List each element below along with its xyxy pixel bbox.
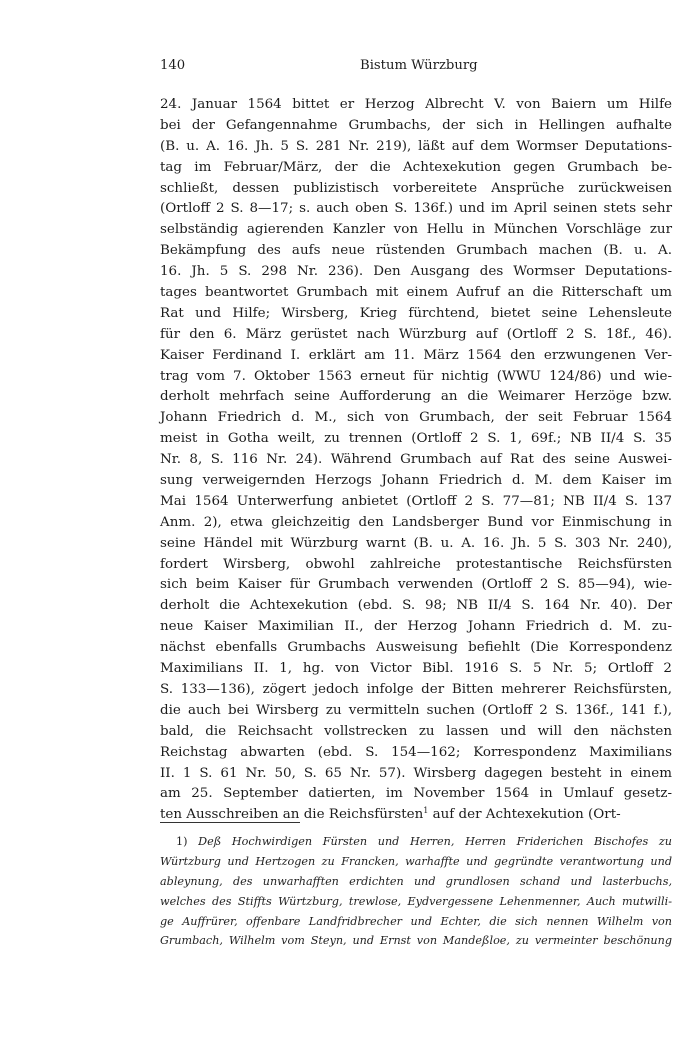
text-line: derholt die Achtexekution (ebd. S. 98; NB II/4 S. 164 Nr. 40). Der [160, 598, 672, 614]
text-fragment: ten Ausschreiben an die Reichsfürsten [160, 807, 424, 823]
text-line: Bekämpfung des aufs neue rüstenden Grumbach machen (B. u. A. [160, 243, 672, 259]
text-line: derholt mehrfach seine Aufforderung an die Weimarer Herzöge bzw. [160, 389, 672, 405]
text-line: für den 6. März gerüstet nach Würzburg auf (Ortloff 2 S. 18f., 46). [160, 326, 672, 342]
text-line: neue Kaiser Maximilian II., der Herzog Johann Friedrich d. M. zu- [160, 619, 672, 635]
footnote [160, 832, 672, 951]
text-line: trag vom 7. Oktober 1563 erneut für nichtig (WWU 124/86) und wie- [160, 368, 672, 384]
text-line: sung verweigernden Herzogs Johann Friedrich d. M. dem Kaiser im [160, 473, 672, 489]
text-line: die auch bei Wirsberg zu vermitteln suchen (Ortloff 2 S. 136f., 141 f.), [160, 702, 672, 718]
text-line: Rat und Hilfe; Wirsberg, Krieg fürchtend, bietet seine Lehensleute [160, 305, 672, 321]
footnote-reference[interactable]: 1 [423, 806, 429, 816]
text-line: seine Händel mit Würzburg warnt (B. u. A. 16. Jh. 5 S. 303 Nr. 240), [160, 535, 672, 551]
footnote-divider [160, 822, 300, 823]
footnote-line: welches des Stiffts Würtzburg, trewlose, Eydvergessene Lehenmenner, Auch mutwilli- [160, 894, 672, 908]
footnote-line [160, 832, 672, 852]
footnote-text: Deß Hochwirdigen Fürsten und Herren, Herren Friderichen Bischofes zu [198, 835, 672, 848]
text-line: Mai 1564 Unterwerfung anbietet (Ortloff 2 S. 77—81; NB II/4 S. 137 [160, 493, 672, 509]
footnote-line: ableynung, des unwarhafften erdichten und grundlosen schand und lasterbuchs, [160, 874, 672, 888]
text-fragment: auf der Achtexekution (Ort- [428, 807, 621, 823]
text-line: (B. u. A. 16. Jh. 5 S. 281 Nr. 219), läßt auf dem Wormser Deputations- [160, 138, 672, 154]
text-line: bald, die Reichsacht vollstrecken zu lassen und will den nächsten [160, 723, 672, 739]
text-line: Maximilians II. 1, hg. von Victor Bibl. 1916 S. 5 Nr. 5; Ortloff 2 [160, 661, 672, 677]
text-line: II. 1 S. 61 Nr. 50, S. 65 Nr. 57). Wirsberg dagegen besteht in einem [160, 765, 672, 781]
text-line: S. 133—136), zögert jedoch infolge der Bitten mehrerer Reichsfürsten, [160, 681, 672, 697]
text-line: meist in Gotha weilt, zu trennen (Ortloff 2 S. 1, 69f.; NB II/4 S. 35 [160, 431, 672, 447]
footnote-line: ge Auffrürer, offenbare Landfridbrecher und Echter, die sich nennen Wilhelm von [160, 914, 672, 928]
footnote-line: Grumbach, Wilhelm vom Steyn, und Ernst von Mandeßloe, zu vermeinter beschönung [160, 934, 672, 948]
text-line: Nr. 8, S. 116 Nr. 24). Während Grumbach auf Rat des seine Auswei- [160, 452, 672, 468]
text-line: tages beantwortet Grumbach mit einem Aufruf an die Ritterschaft um [160, 285, 672, 301]
text-line: sich beim Kaiser für Grumbach verwenden (Ortloff 2 S. 85—94), wie- [160, 577, 672, 593]
text-line: 16. Jh. 5 S. 298 Nr. 236). Den Ausgang des Wormser Deputations- [160, 264, 672, 280]
text-line: nächst ebenfalls Grumbachs Ausweisung befiehlt (Die Korrespondenz [160, 640, 672, 656]
text-line: bei der Gefangennahme Grumbachs, der sich in Hellingen aufhalte [160, 117, 672, 133]
text-line: (Ortloff 2 S. 8—17; s. auch oben S. 136f.) und im April seinen stets sehr [160, 201, 672, 217]
page-number: 140 [160, 58, 186, 73]
text-line: Anm. 2), etwa gleichzeitig den Landsberger Bund vor Einmischung in [160, 514, 672, 530]
text-line: Kaiser Ferdinand I. erklärt am 11. März 1564 den erzwungenen Ver- [160, 347, 672, 363]
footnote-marker: 1) [176, 835, 188, 848]
text-line: fordert Wirsberg, obwohl zahlreiche protestantische Reichsfürsten [160, 556, 672, 572]
text-line-with-footnote-ref [160, 805, 672, 826]
page-header [160, 58, 670, 78]
text-line: selbständig agierenden Kanzler von Hellu in München Vorschläge zur [160, 222, 672, 238]
running-head: Bistum Würzburg [360, 58, 478, 73]
footnote-line: Würtzburg und Hertzogen zu Francken, warhaffte und gegründte verantwortung und [160, 854, 672, 868]
text-line: Johann Friedrich d. M., sich von Grumbach, der seit Februar 1564 [160, 410, 672, 426]
text-line: am 25. September datierten, im November 1564 in Umlauf gesetz- [160, 786, 672, 802]
text-line: Reichstag abwarten (ebd. S. 154—162; Korrespondenz Maximilians [160, 744, 672, 760]
text-line: schließt, dessen publizistisch vorbereitete Ansprüche zurückweisen [160, 180, 672, 196]
text-line: tag im Februar/März, der die Achtexekution gegen Grumbach be- [160, 159, 672, 175]
body-text [160, 95, 672, 826]
text-line: 24. Januar 1564 bittet er Herzog Albrecht V. von Baiern um Hilfe [160, 97, 672, 112]
